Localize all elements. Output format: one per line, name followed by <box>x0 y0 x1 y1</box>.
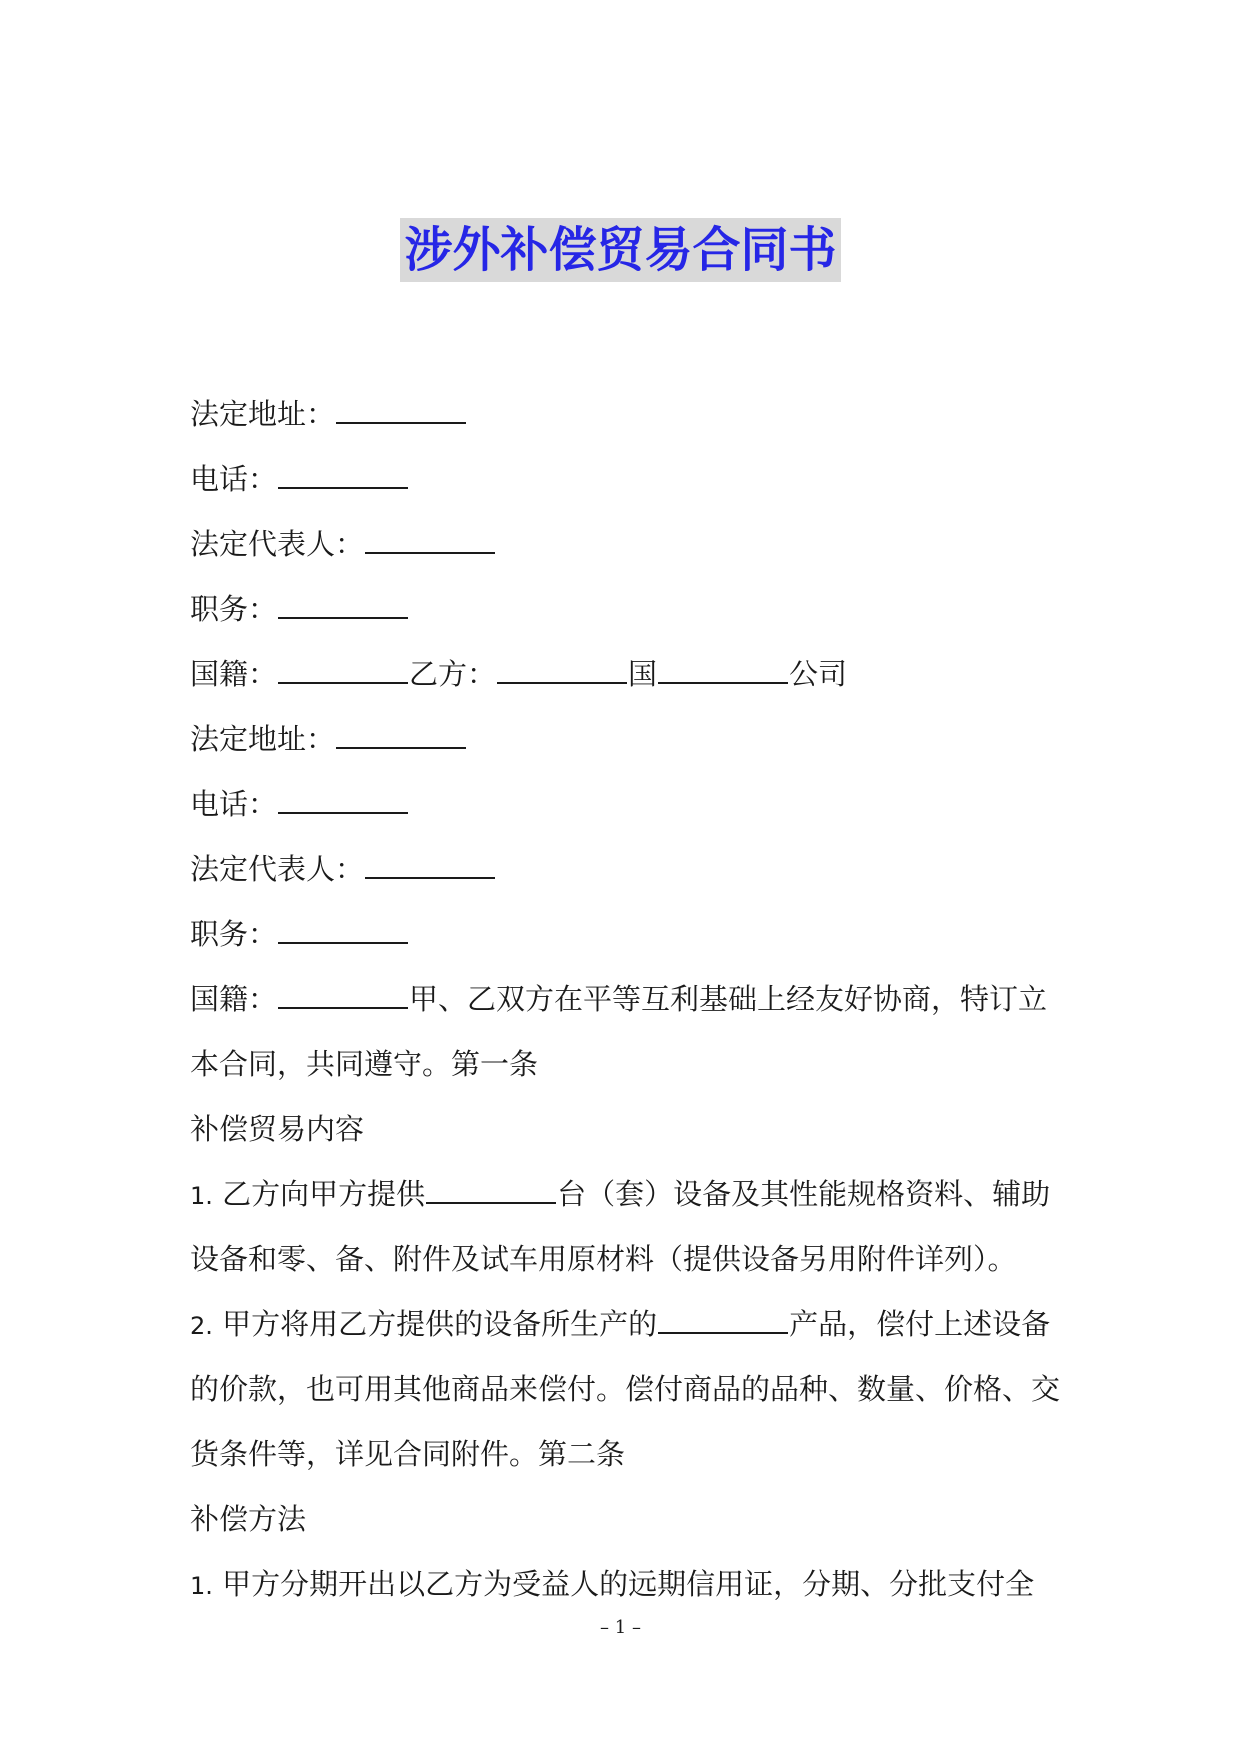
fill-blank <box>336 725 466 749</box>
clause-text: 产品，偿付上述设备 <box>789 1307 1051 1341</box>
nationality-label: 国籍： <box>190 657 278 691</box>
clause-1-1-continuation <box>190 1227 1060 1292</box>
representative-line-b <box>190 837 1060 902</box>
clause-text: 甲方将用乙方提供的设备所生产的 <box>222 1307 658 1341</box>
fill-blank <box>278 660 408 684</box>
representative-line-a <box>190 512 1060 577</box>
address-line-b <box>190 707 1060 772</box>
position-line-b <box>190 902 1060 967</box>
country-label: 国 <box>628 657 658 691</box>
item-number: 2. <box>190 1312 213 1340</box>
nationality-party-b-line <box>190 642 1060 707</box>
phone-label: 电话： <box>190 462 278 496</box>
fill-blank <box>278 790 408 814</box>
clause-text: 乙方向甲方提供 <box>222 1177 426 1211</box>
fill-blank <box>278 920 408 944</box>
fill-blank <box>365 530 495 554</box>
intro-continuation <box>190 1032 1060 1097</box>
party-b-label: 乙方： <box>409 657 497 691</box>
representative-label: 法定代表人： <box>190 852 365 886</box>
fill-blank <box>426 1180 556 1204</box>
document-body <box>190 382 1060 1617</box>
clause-1-1 <box>190 1162 1060 1227</box>
phone-line-b <box>190 772 1060 837</box>
phone-label: 电话： <box>190 787 278 821</box>
address-label: 法定地址： <box>190 722 336 756</box>
fill-blank <box>365 855 495 879</box>
document-title: 涉外补偿贸易合同书 <box>400 218 840 282</box>
fill-blank <box>497 660 627 684</box>
title-container <box>0 218 1241 282</box>
fill-blank <box>278 465 408 489</box>
clause-text: 的价款，也可用其他商品来偿付。偿付商品的品种、数量、价格、交 <box>190 1372 1061 1406</box>
fill-blank <box>278 595 408 619</box>
nationality-label: 国籍： <box>190 982 278 1016</box>
section-heading-text: 补偿方法 <box>190 1502 307 1536</box>
intro-text: 甲、乙双方在平等互利基础上经友好协商，特订立 <box>409 982 1048 1016</box>
clause-1-2-continuation <box>190 1357 1060 1422</box>
fill-blank <box>278 985 408 1009</box>
clause-1-2-continuation-2 <box>190 1422 1060 1487</box>
item-number: 1. <box>190 1572 213 1600</box>
clause-2-1 <box>190 1552 1060 1617</box>
position-line-a <box>190 577 1060 642</box>
intro-text-line2: 本合同，共同遵守。第一条 <box>190 1047 539 1081</box>
fill-blank <box>336 400 466 424</box>
address-line-a <box>190 382 1060 447</box>
clause-text: 设备和零、备、附件及试车用原材料（提供设备另用附件详列）。 <box>190 1242 1017 1276</box>
position-label: 职务： <box>190 917 278 951</box>
item-number: 1. <box>190 1182 213 1210</box>
phone-line-a <box>190 447 1060 512</box>
nationality-intro-line <box>190 967 1060 1032</box>
fill-blank <box>658 1310 788 1334</box>
section-heading-1 <box>190 1097 1060 1162</box>
address-label: 法定地址： <box>190 397 336 431</box>
clause-1-2 <box>190 1292 1060 1357</box>
fill-blank <box>658 660 788 684</box>
clause-text: 货条件等，详见合同附件。第二条 <box>190 1437 626 1471</box>
section-heading-text: 补偿贸易内容 <box>190 1112 365 1146</box>
clause-text: 甲方分期开出以乙方为受益人的远期信用证，分期、分批支付全 <box>222 1567 1035 1601</box>
clause-text: 台（套）设备及其性能规格资料、辅助 <box>557 1177 1051 1211</box>
page-number: – 1 – <box>600 1617 641 1638</box>
representative-label: 法定代表人： <box>190 527 365 561</box>
company-label: 公司 <box>789 657 848 691</box>
position-label: 职务： <box>190 592 278 626</box>
section-heading-2 <box>190 1487 1060 1552</box>
